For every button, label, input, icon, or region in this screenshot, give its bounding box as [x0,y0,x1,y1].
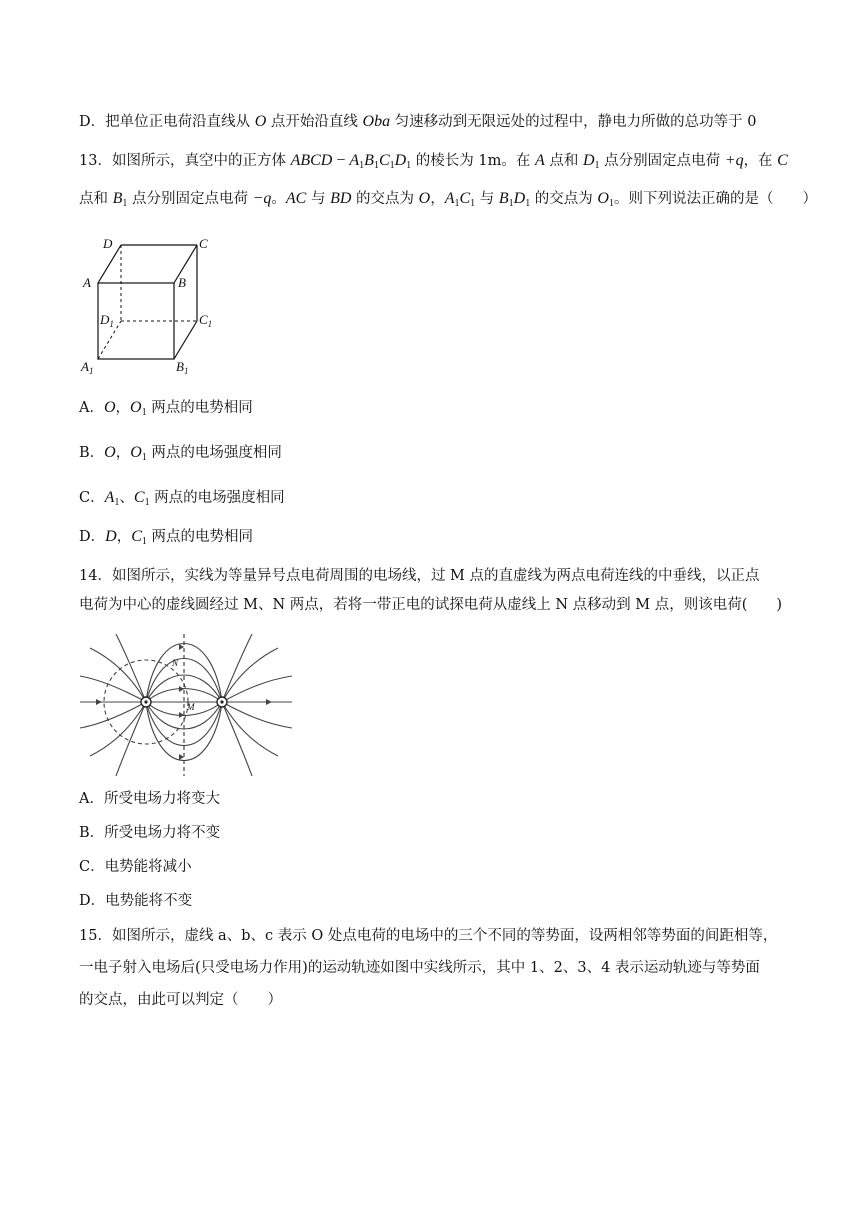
q15-stem-line3: 的交点，由此可以判定（ ） [79,992,282,1008]
label-M: M [187,702,195,712]
label-C: C [199,236,208,251]
q14-option-c: C．电势能将减小 [79,859,192,875]
cube-figure [76,232,226,380]
label-N: N [172,658,179,668]
label-A1: $A_1$ [81,359,94,376]
field-lines [80,634,292,776]
q15-stem-line1: 15．如图所示，虚线 a、b、c 表示 O 处点电荷的电场中的三个不同的等势面，设两相邻等势面的间距相等， [79,928,778,944]
label-D: D [103,236,113,251]
cube-hidden-edges [98,245,197,359]
q14-option-d: D．电势能将不变 [79,893,193,909]
q13-option-b: B．O，$O_1$ 两点的电场强度相同 [79,444,282,463]
q13-option-a: A．O，$O_1$ 两点的电势相同 [79,399,253,418]
label-B: B [178,275,186,290]
q13-option-c: C．$A_1$、$C_1$ 两点的电场强度相同 [79,489,285,508]
label-B1: $B_1$ [176,359,189,376]
q13-stem-line1: 13．如图所示，真空中的正方体 ABCD − $A_1B_1C_1D_1$ 的棱长为 1m。在 A 点和 $D_1$ 点分别固定点电荷 +q，在 C [79,152,788,171]
q13-option-d: D．D，$C_1$ 两点的电势相同 [79,528,253,547]
q13-stem-line2: 点和 $B_1$ 点分别固定点电荷 −q。AC 与 BD 的交点为 O，$A_1C_1$ 与 $B_1D_1$ 的交点为 $O_1$。则下列说法正确的是（ ） [79,190,817,209]
q14-option-a: A．所受电场力将变大 [79,791,220,807]
q14-stem-line2: 电荷为中心的虚线圆经过 M、N 两点，若将一带正电的试探电荷从虚线上 N 点移动到 M 点，则该电荷( ) [79,597,783,613]
label-A: A [83,275,91,290]
q15-stem-line2: 一电子射入电场后(只受电场力作用)的运动轨迹如图中实线所示，其中 1、2、3、4 表示运动轨迹与等势面 [79,960,760,976]
label-D1: $D_1$ [100,312,114,329]
field-lines-figure [80,634,292,776]
q14-option-b: B．所受电场力将不变 [79,825,221,841]
label-C1: $C_1$ [199,312,213,329]
q12-option-d: D．把单位正电荷沿直线从 O 点开始沿直线 Oba 匀速移动到无限远处的过程中，静电力所做的总功等于 0 [79,113,757,130]
q14-stem-line1: 14．如图所示，实线为等量异号点电荷周围的电场线，过 M 点的直虚线为两点电荷连线的中垂线，以正点 [79,568,760,584]
